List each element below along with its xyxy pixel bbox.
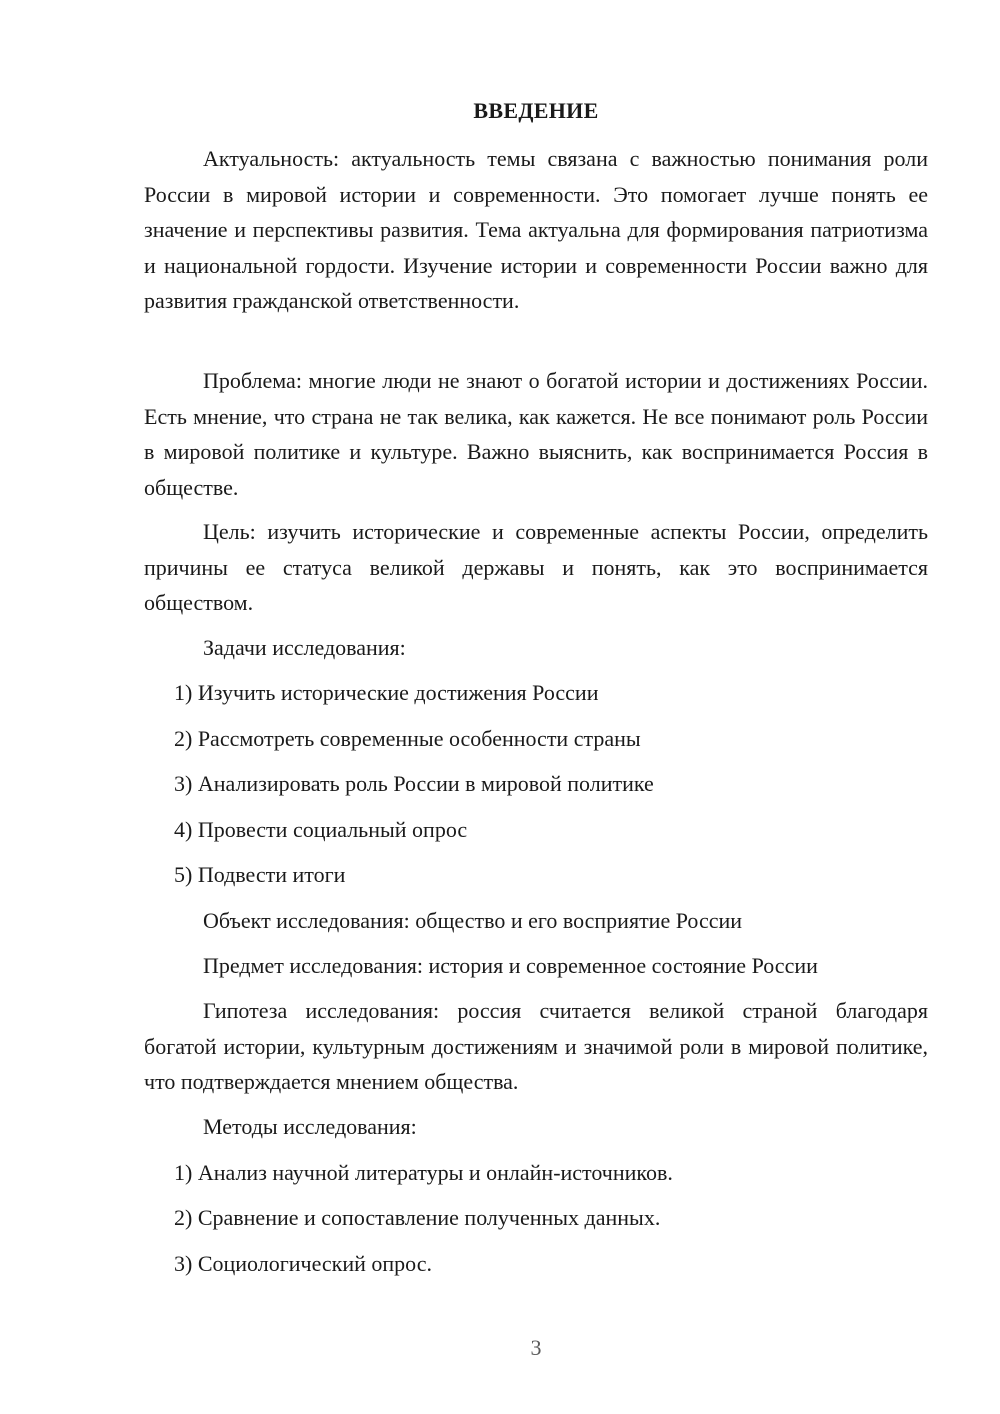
research-object: Объект исследования: общество и его восприятие России [203,908,743,933]
methods-title: Методы исследования: [203,1114,417,1139]
method-list-item: 1) Анализ научной литературы и онлайн-источников. [174,1160,673,1185]
page-heading: ВВЕДЕНИЕ [473,98,599,123]
method-list-item: 2) Сравнение и сопоставление полученных данных. [174,1205,661,1230]
hypothesis-paragraph: Гипотеза исследования: россия считается великой страной благодаря богатой истории, культурным достижениям и значимой роли в мировой политике, что подтверждается мнением общества. [144,998,928,1094]
problem-paragraph: Проблема: многие люди не знают о богатой истории и достижениях России. Есть мнение, что страна не так велика, как кажется. Не все понимают роль России в мировой политике и культуре. Важно выяснить, как воспринимается Россия в обществе. [144,368,928,500]
task-list-item: 3) Анализировать роль России в мировой политике [174,771,654,796]
task-list-item: 5) Подвести итоги [174,862,346,887]
relevance-paragraph: Актуальность: актуальность темы связана с важностью понимания роли России в мировой истории и современности. Это помогает лучше понять ее значение и перспективы развития. Тема актуальна для формирования патриотизма и национальной гордости. Изучение истории и современности России важно для развития гражданской ответственности. [144,146,928,313]
task-list-item: 2) Рассмотреть современные особенности страны [174,726,641,751]
goal-paragraph: Цель: изучить исторические и современные аспекты России, определить причины ее статуса великой державы и понять, как это воспринимается обществом. [144,519,928,615]
task-list-item: 1) Изучить исторические достижения России [174,680,599,705]
page-number: 3 [530,1335,542,1360]
task-list-item: 4) Провести социальный опрос [174,817,468,842]
method-list-item: 3) Социологический опрос. [174,1251,432,1276]
research-subject: Предмет исследования: история и современное состояние России [203,953,818,978]
tasks-title: Задачи исследования: [203,635,406,660]
